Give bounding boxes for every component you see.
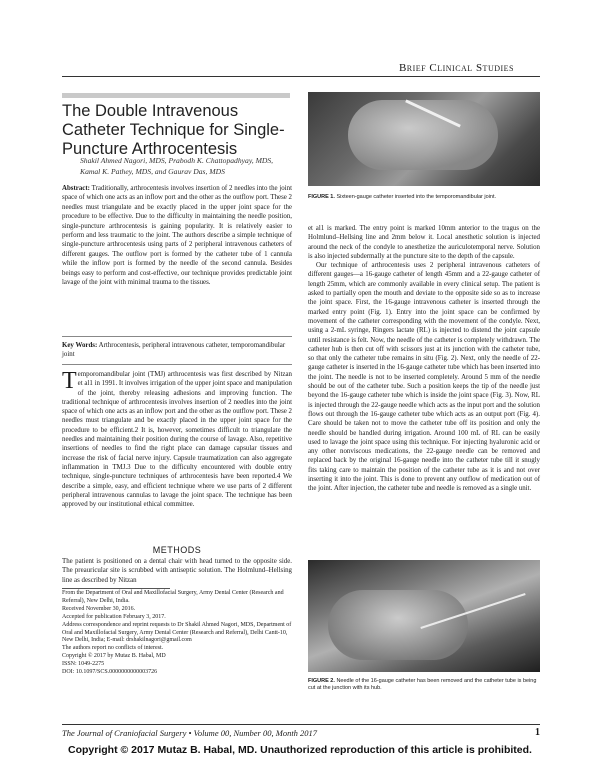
- abstract: [62, 184, 292, 287]
- figure-1-label: FIGURE 1.: [308, 194, 335, 200]
- figure-1-image: [308, 92, 540, 186]
- abstract-text: Traditionally, arthrocentesis involves insertion of 2 needles into the joint space of which one acts as an inflow port and the other as the outflow port. These 2 needles must triangulate and be exactly placed in the upper joint space for the procedure to be effective. Due to the difficulty in maintaining the needle position, single-puncture arthrocentesis is gaining popularity. It is relatively easier to perform and less traumatic to the joint. The authors describe a simple technique of single-puncture arthrocentesis using parts of 2 peripheral intravenous catheters of different gauges. The outflow port is formed by the catheter tube of 1 cannula while the inflow port is formed by the needle of the second cannula. Besides beings easy to perform and cost-effective, our technique provides predictable joint lavage of the joint with minimal trauma to the tissues.: [62, 185, 293, 287]
- figure-2-image: [308, 560, 540, 672]
- section-title: Brief Clinical Studies: [398, 62, 514, 74]
- keywords: [62, 341, 292, 360]
- methods-text: The patient is positioned on a dental chair with head turned to the opposite side. The preauricular site is scrubbed with antiseptic solution. The Holmlund–Hellsing line as described by Nitzan: [62, 558, 292, 584]
- footnotes: [62, 590, 292, 677]
- article-title: The Double Intravenous Catheter Technique for Single-Puncture Arthrocentesis: [62, 102, 285, 158]
- footnote-correspondence: Address correspondence and reprint requests to Dr Shakil Ahmed Nagori, MDS, Department of Oral and Maxillofacial Surgery, Army Dental Center (Research and Referral), Delhi Cantt-10, New Delhi, India; E-mail: drshakilnagori@gmail.com: [62, 621, 292, 644]
- journal-footer: The Journal of Craniofacial Surgery • Volume 00, Number 00, Month 2017: [62, 728, 318, 738]
- figure-1-caption-text: Sixteen-gauge catheter inserted into the temporomandibular joint.: [336, 194, 497, 200]
- abstract-label: Abstract:: [62, 185, 90, 192]
- dropcap: T: [62, 368, 77, 394]
- keywords-rule-bottom: [62, 364, 292, 365]
- intro-text: emporomandibular joint (TMJ) arthrocentesis was first described by Nitzan et al1 in 1991. It involves irrigation of the upper joint space and manipulation of the joint, thereby releasing adhesions and improving function. The traditional technique of arthrocentesis involves insertion of 2 needles into the joint space of which one acts as an inflow port and the other as the outflow port. These 2 needles must triangulate and be exactly placed in the upper joint space for the procedure to be efficient.2 It is, however, sometimes difficult to triangulate the needles and maintaining their position during the course of lavage. Also, repetitive insertions of needles to find the right place can damage capsular tissues and increase the risk of facial nerve injury. Capsule traumatization can also aggregate inflammation in TMJ.3 Due to the difficulty encountered with double entry technique, single-puncture techniques of arthrocentesis have been reported.4 We describe a simple, easy, and efficient technique where we use parts of 2 different peripheral intravenous cannulas to lavage the joint space. The technique has been approved by our institutional ethical committee.: [62, 371, 292, 509]
- footnote-conflicts: The authors report no conflicts of interest.: [62, 645, 164, 652]
- methods-paragraph-1: et al1 is marked. The entry point is marked 10mm anterior to the tragus on the Holmlund–Hellsing line and 2mm below it. Local anesthetic solution is injected around the neck of the condyle to anesthetize the auriculotemporal nerve. Solution is also injected subdermally at the puncture site to the depth of the capsule.: [308, 225, 540, 260]
- hand-shape: [328, 590, 468, 660]
- keywords-label: Key Words:: [62, 342, 98, 349]
- introduction: [62, 370, 292, 509]
- title-accent-bar: [62, 93, 290, 98]
- footnote-affiliation: From the Department of Oral and Maxillofacial Surgery, Army Dental Center (Research and Referral), New Delhi, India.: [62, 590, 284, 604]
- footnote-copyright: Copyright © 2017 by Mutaz B. Habal, MD: [62, 653, 166, 660]
- footnote-accepted: Accepted for publication February 3, 2017.: [62, 613, 166, 620]
- figure-2-caption: [308, 678, 540, 692]
- figure-1-caption: [308, 194, 540, 201]
- page-number: 1: [535, 727, 540, 738]
- figure-2-caption-text: Needle of the 16-gauge catheter has been removed and the catheter tube is being cut at the junction with its hub.: [308, 678, 537, 691]
- footer-rule: [62, 724, 540, 725]
- keywords-text: Arthrocentesis, peripheral intravenous catheter, temporomandibular joint: [62, 342, 286, 359]
- footnote-received: Received November 30, 2016.: [62, 605, 136, 612]
- article-authors: Shakil Ahmed Nagori, MDS, Prabodh K. Chattopadhyay, MDS, Kamal K. Pathey, MDS, and Gaurav Das, MDS: [80, 156, 274, 176]
- methods-paragraph-2: Our technique of arthrocentesis uses 2 peripheral intravenous catheters of different gauges—a 16-gauge catheter of length 45mm and a 22-gauge catheter of length 25mm, which are commonly available in every clinical setup. The patient is asked to partially open the mouth and deviate to the opposite side so as to increase the joint space. First, the 16-gauge intravenous catheter is inserted through the marked entry point (Fig. 1). Entry into the joint space can be confirmed by movement of the catheter corresponding with the movement of the condyle. Next, using a 2-mL syringe, Ringers lactate (RL) is injected to distend the joint capsule until resistance is felt. Now, the needle of the catheter is completely withdrawn. The catheter hub is then cut off with scissors just at its junction with the catheter tube, so that only the catheter tube remains in situ (Fig. 2). Next, only the needle of 22-gauge catheter is inserted in the 16-gauge catheter tube which has been inserted into the joint. The needle is not to be inserted completely. Around 5 mm of the needle should be out of the catheter tube. Such a position keeps the tip of the needle just beyond the 16-gauge catheter tube which is inside the joint space (Fig. 3). Now, RL is injected through the 22-gauge needle which acts as the input port and the solution flows out through the 16-gauge catheter tube which acts as an output port (Fig. 4). Care should be taken not to move the catheter tube off its position and only the needle should be handled during irrigation. Around 100 mL of RL can be easily used to lavage the joint space using this technique. For injecting hyaluronic acid or any other nonviscous medications, the 22-gauge needle can be removed and replaced back by the original 16-gauge needle into the catheter tube till it snugly fits taking care to maintain the position of the catheter tube as it is and not over inserting it into the joint. This is done to prevent any outflow of medication out of the joint. After injection, the catheter tube and needle is removed as a single unit.: [308, 262, 540, 493]
- copyright-notice: Copyright © 2017 Mutaz B. Habal, MD. Unauthorized reproduction of this article is prohibited.: [68, 744, 532, 756]
- methods-continued: [308, 224, 540, 494]
- figure-2-label: FIGURE 2.: [308, 678, 335, 684]
- header-rule: [62, 76, 540, 77]
- methods-heading: METHODS: [152, 545, 202, 555]
- footnote-rule: [62, 588, 170, 589]
- footnote-issn: ISSN: 1049-2275: [62, 661, 105, 668]
- keywords-rule-top: [62, 336, 292, 337]
- footnote-doi: DOI: 10.1097/SCS.0000000000003726: [62, 669, 158, 676]
